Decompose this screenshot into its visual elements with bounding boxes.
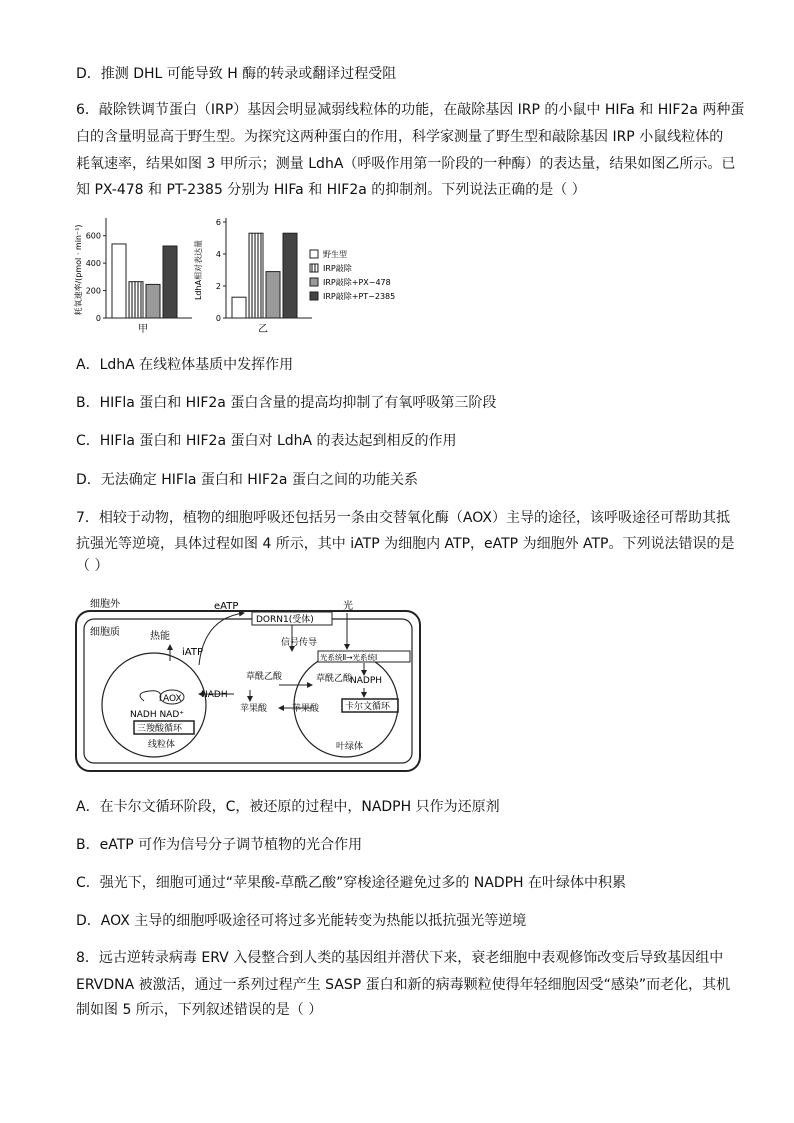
q6-option-b: B．HIFla 蛋白和 HIF2a 蛋白含量的提高均抑制了有氧呼吸第三阶段 [76, 395, 497, 411]
chart-yi [193, 218, 312, 335]
mito-label: 线粒体 [148, 740, 176, 750]
malate-cyto-label: 苹果酸 [240, 704, 268, 714]
legend-label-2: IRP敲除+PX−478 [323, 278, 391, 287]
light-label: 光 [343, 601, 353, 612]
q7-option-b: B．eATP 可作为信号分子调节植物的光合作用 [76, 837, 363, 853]
legend-label-3: IRP敲除+PT−2385 [323, 292, 396, 301]
outside-label: 细胞外 [90, 599, 120, 610]
chart-1-ylabel: LdhA相对表达量 [194, 239, 203, 301]
q7-stem-line-2: 抗强光等逆境，具体过程如图 4 所示，其中 iATP 为细胞内 ATP，eATP 为细胞外 ATP。下列说法错误的是 [76, 536, 735, 552]
signal-label: 信号传导 [281, 638, 318, 648]
nadh-label: NADH [201, 690, 228, 700]
q7-stem-line-3: （ ） [76, 558, 109, 574]
receptor-label: DORN1(受体) [256, 615, 314, 625]
chart-0-bar-1 [129, 282, 143, 318]
chart-0-bar-2 [146, 284, 160, 318]
cytoplasm-label: 细胞质 [90, 627, 120, 638]
q7-option-a: A．在卡尔文循环阶段，C，被还原的过程中，NADPH 只作为还原剂 [76, 799, 500, 815]
legend-swatch-2 [310, 278, 318, 286]
legend-label-1: IRP敲除 [323, 264, 352, 273]
q7-option-c: C．强光下，细胞可通过“苹果酸-草酰乙酸”穿梭途径避免过多的 NADPH 在叶绿体中积累 [76, 875, 627, 891]
legend-swatch-1 [310, 264, 318, 272]
q8-stem-line-3: 制如图 5 所示，下列叙述错误的是（ ） [76, 1002, 323, 1018]
chart-1-tick-label: 4 [215, 250, 221, 259]
q5-option-d: D．推测 DHL 可能导致 H 酶的转录或翻译过程受阻 [76, 66, 397, 82]
chart-0-xlabel: 甲 [138, 324, 148, 335]
q7-option-d: D．AOX 主导的细胞呼吸途径可将过多光能转变为热能以抵抗强光等逆境 [76, 913, 527, 929]
q8-stem-line-1: 8．远古逆转录病毒 ERV 入侵整合到人类的基因组并潜伏下来，衰老细胞中表观修饰改变后导致基因组中 [76, 950, 724, 966]
oxaloacetate-cyto-label: 草酰乙酸 [246, 672, 283, 682]
heat-label: 热能 [150, 631, 170, 642]
chloro-label: 叶绿体 [336, 742, 364, 752]
chart-1-xlabel: 乙 [258, 324, 268, 335]
chart-1-tick-label: 6 [215, 218, 221, 227]
legend-swatch-0 [310, 250, 318, 258]
chart-1-tick-label: 0 [215, 314, 221, 323]
chart-1-bar-2 [266, 272, 280, 318]
chart-0-bar-0 [112, 244, 126, 318]
chart-legend [310, 249, 395, 301]
figure-4-diagram [74, 593, 424, 775]
nadph-label: NADPH [350, 676, 383, 686]
chart-0-tick-label: 400 [85, 259, 101, 269]
chart-1-bar-0 [232, 297, 246, 318]
chart-0-tick-label: 600 [85, 231, 101, 241]
calvin-label: 卡尔文循环 [345, 702, 391, 712]
q6-stem-line-2: 白的含量明显高于野生型。为探究这两种蛋白的作用，科学家测量了野生型和敲除基因 IRP 小鼠线粒体的 [76, 129, 724, 145]
q6-stem-line-3: 耗氧速率，结果如图 3 甲所示；测量 LdhA（呼吸作用第一阶段的一种酶）的表达量，结果如图乙所示。已 [76, 156, 736, 172]
q7-stem-line-1: 7．相较于动物，植物的细胞呼吸还包括另一条由交替氧化酶（AOX）主导的途径，该呼吸途径可帮助其抵 [76, 510, 730, 526]
legend-label-0: 野生型 [323, 250, 347, 259]
chart-1-bar-1 [249, 233, 263, 318]
tca-label: 三羧酸循环 [137, 724, 183, 734]
cell-membrane [76, 611, 420, 771]
q8-stem-line-2: ERVDNA 被激活，通过一系列过程产生 SASP 蛋白和新的病毒颗粒使得年轻细胞因受“感染”而老化，其机 [76, 977, 731, 993]
q6-stem-line-4: 知 PX-478 和 PT-2385 分别为 HIFa 和 HIF2a 的抑制剂。下列说法正确的是（ ） [76, 182, 586, 198]
chart-1-tick-label: 2 [215, 282, 221, 291]
chart-0-bar-3 [163, 246, 177, 318]
q6-option-d: D．无法确定 HIFla 蛋白和 HIF2a 蛋白之间的功能关系 [76, 472, 418, 488]
chart-0-tick-label: 0 [95, 314, 101, 323]
chart-jia [74, 218, 192, 335]
iatp-label: iATP [182, 647, 203, 658]
eatp-label: eATP [214, 601, 239, 612]
q6-option-c: C．HIFla 蛋白和 HIF2a 蛋白对 LdhA 的表达起到相反的作用 [76, 433, 457, 449]
chart-1-bar-3 [283, 233, 297, 318]
chart-0-ylabel: 耗氧速率/(pmol · min⁻¹) [74, 224, 83, 316]
figure-3-charts [74, 212, 404, 340]
chart-0-tick-label: 200 [85, 286, 101, 296]
oxaloacetate-chloro-label: 草酰乙酸 [316, 674, 353, 684]
q6-option-a: A．LdhA 在线粒体基质中发挥作用 [76, 357, 294, 373]
q6-stem-line-1: 6．敲除铁调节蛋白（IRP）基因会明显减弱线粒体的功能，在敲除基因 IRP 的小鼠中 HIFa 和 HIF2a 两种蛋 [76, 102, 745, 118]
photosystem-label: 光系统Ⅱ→光系统Ⅰ [320, 653, 378, 662]
aox-label: AOX [163, 694, 182, 704]
malate-chloro-label: 苹果酸 [292, 704, 320, 714]
nadh-nad-label: NADH NAD⁺ [130, 710, 185, 720]
legend-swatch-3 [310, 292, 318, 300]
